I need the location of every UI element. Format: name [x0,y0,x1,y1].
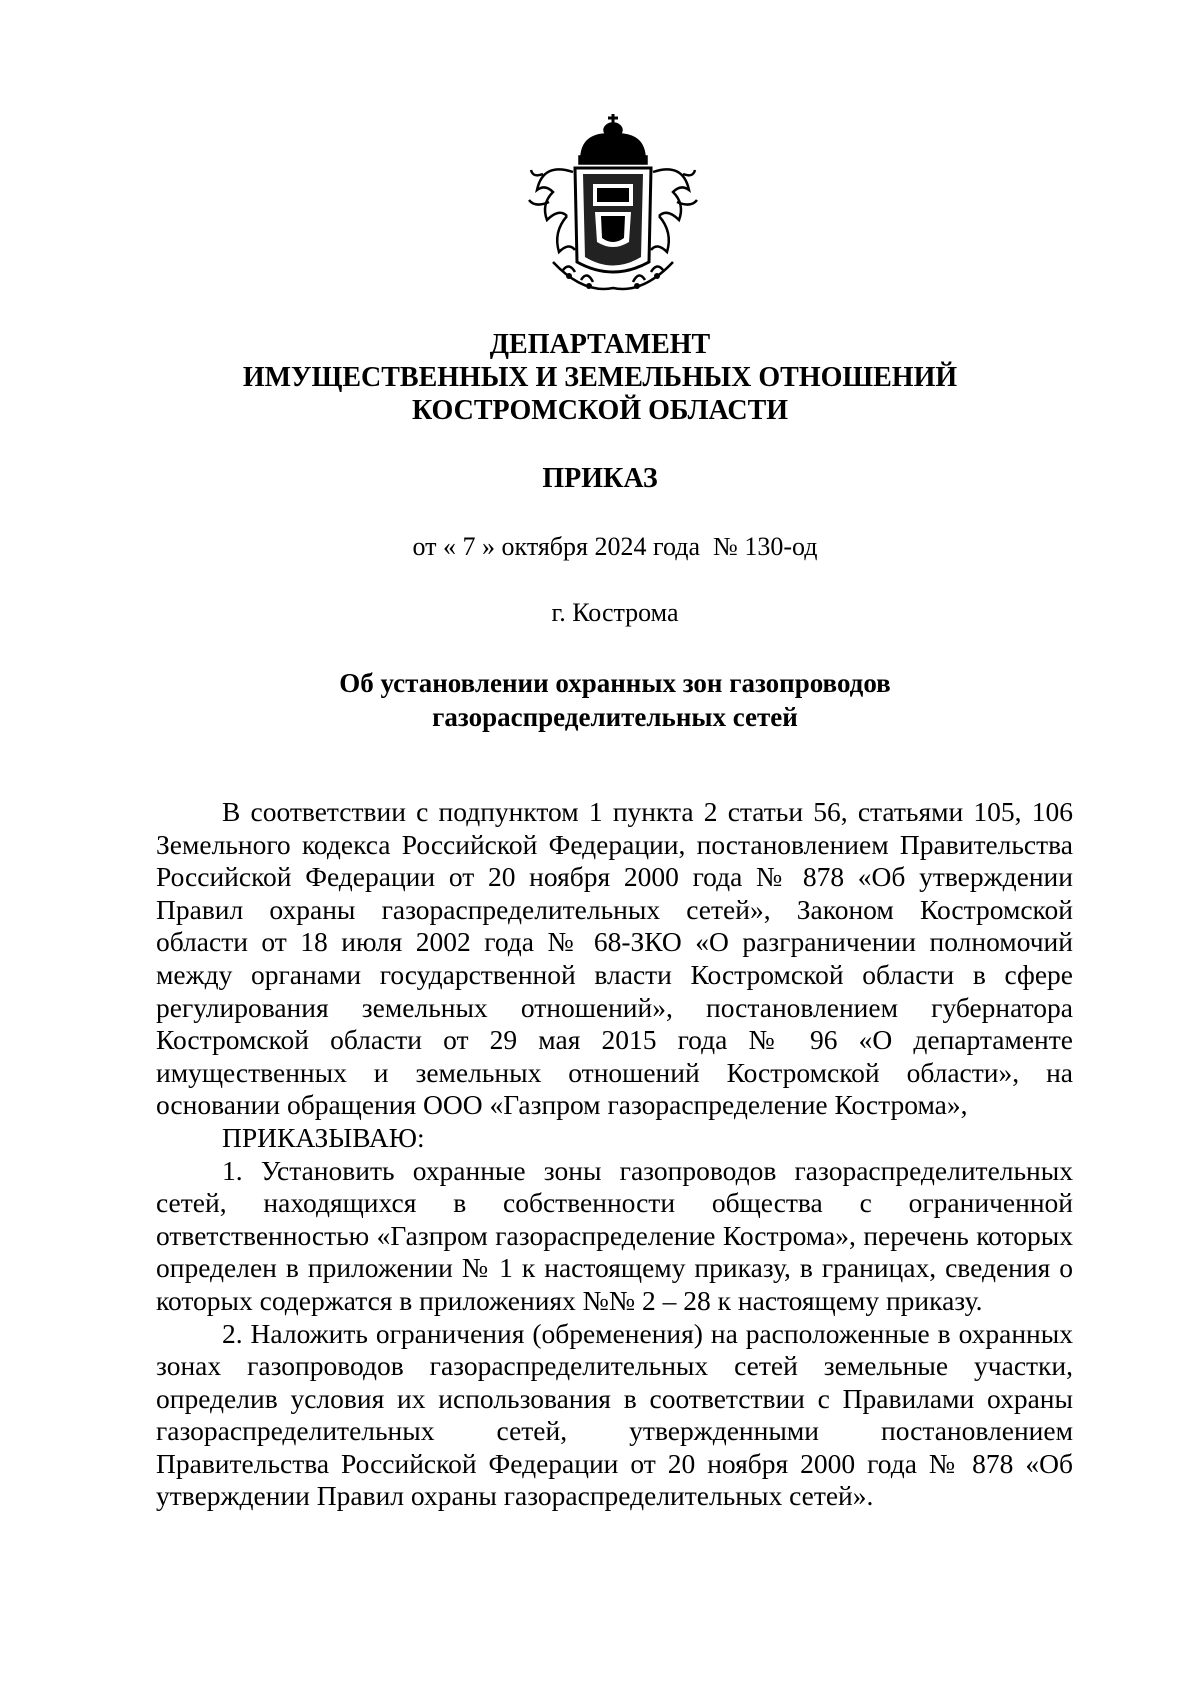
order-item-1: 1. Установить охранные зоны газопроводов газораспределительных сетей, находящихся в собственности общества с ограниченной ответственностью «Газпром газораспределение Кострома», перечень которых определен в приложении № 1 к настоящему приказу, в границах, сведения о которых содержатся в приложениях №№ 2 – 28 к настоящему приказу. [156,1154,1073,1316]
department-header-line1: ДЕПАРТАМЕНТ [489,329,711,360]
department-header-line3: КОСТРОМСКОЙ ОБЛАСТИ [411,395,789,426]
order-subject-line1: Об установлении охранных зон газопроводов [339,668,891,698]
preamble-paragraph: В соответствии с подпунктом 1 пункта 2 статьи 56, статьями 105, 106 Земельного кодекса Российской Федерации, постановлением Правительства Российской Федерации от 20 ноября 2000 года № 878 «Об утверждении Правил охраны газораспределительных сетей», Законом Костромской области от 18 июля 2002 года № 68-ЗКО «О разграничении полномочий между органами государственной власти Костромской области в сфере регулирования земельных отношений», постановлением губернатора Костромской области от 29 мая 2015 года № 96 «О департаменте имущественных и земельных отношений Костромской области», на основании обращения ООО «Газпром газораспределение Кострома», [156,796,1073,1121]
department-header-line2: ИМУЩЕСТВЕННЫХ И ЗЕМЕЛЬНЫХ ОТНОШЕНИЙ [242,362,958,393]
department-header [0,328,1200,427]
order-directive: ПРИКАЗЫВАЮ: [222,1121,425,1153]
order-body [156,796,1073,1513]
order-date-number: от « 7 » октября 2024 года № 130-од [412,532,818,561]
order-city: г. Кострома [551,598,679,627]
order-subject-line2: газораспределительных сетей [432,702,798,732]
order-subject [0,666,1200,734]
order-title: ПРИКАЗ [542,463,658,494]
kostroma-coat-of-arms-icon [523,112,703,297]
order-item-2: 2. Наложить ограничения (обременения) на расположенные в охранных зонах газопроводов газораспределительных сетей земельные участки, определив условия их использования в соответствии с Правилами охраны газораспределительных сетей, утвержденными постановлением Правительства Российской Федерации от 20 ноября 2000 года № 878 «Об утверждении Правил охраны газораспределительных сетей». [156,1317,1073,1512]
